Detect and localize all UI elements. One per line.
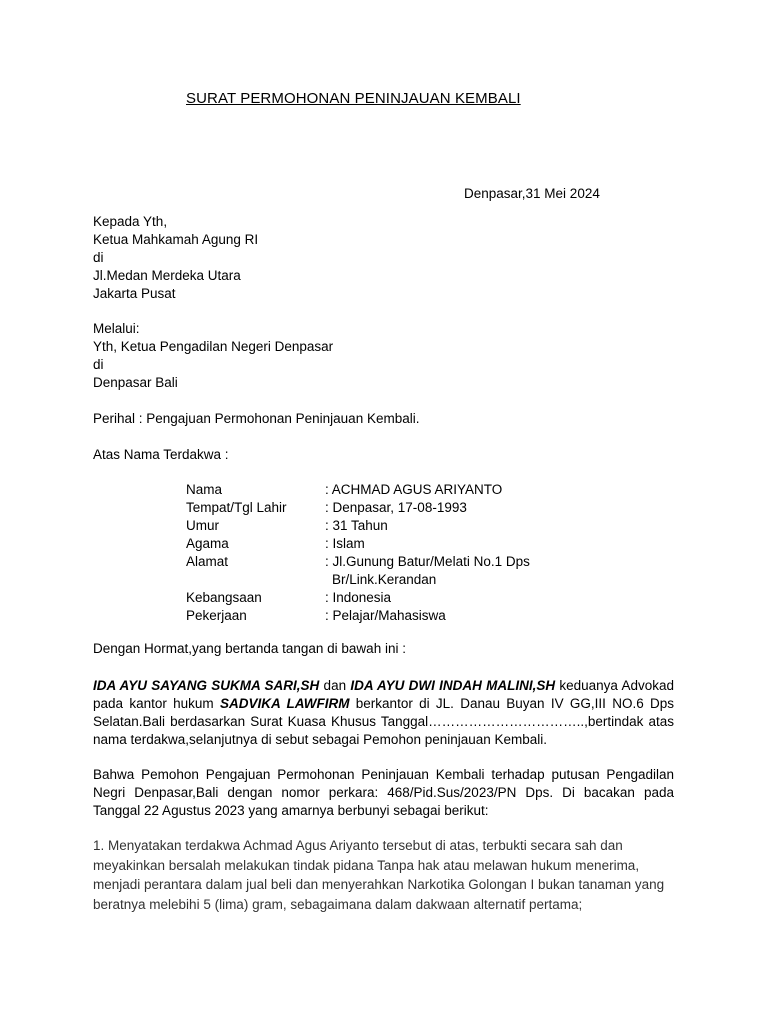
identity-label: Alamat [186,554,229,569]
letter-date: Denpasar,31 Mei 2024 [464,186,600,201]
identity-value: : Indonesia [325,590,392,605]
advocates-text: berkantor di JL. Danau Buyan IV GG,III NO.6 Dps Selatan.Bali berdasarkan Surat Kuasa Khusus Tanggal……………………………..,bertindak atas nama terdakwa,selanjutnya di sebut sebagai Pemohon peninjauan Kembali. [93,696,675,747]
recipient-line: di [93,250,104,265]
via-line: Melalui: [93,321,140,336]
identity-label: Umur [186,518,219,533]
identity-value: : 31 Tahun [325,518,388,533]
basis-paragraph: Bahwa Pemohon Pengajuan Permohonan Peninjauan Kembali terhadap putusan Pengadilan Negri Denpasar,Bali dengan nomor perkara: 468/Pid.Sus/2023/PN Dps. Di bacakan pada Tanggal 22 Agustus 2023 yang amarnya berbunyi sebagai berikut: [93,767,674,818]
identity-row-birth [186,499,530,517]
identity-row-religion [186,535,530,553]
defendant-identity [186,481,530,625]
greeting-line: Dengan Hormat,yang bertanda tangan di bawah ini : [93,641,406,656]
on-behalf-label: Atas Nama Terdakwa : [93,447,229,462]
recipient-line: Jl.Medan Merdeka Utara [93,268,241,283]
law-firm-name: SADVIKA LAWFIRM [219,696,350,711]
recipient-line: Jakarta Pusat [93,286,176,301]
recipient-line: Kepada Yth, [93,214,168,229]
via-address [93,320,333,392]
identity-label: Tempat/Tgl Lahir [186,500,287,515]
verdict-point-1: 1. Menyatakan terdakwa Achmad Agus Ariyanto tersebut di atas, terbukti secara sah dan meyakinkan bersalah melakukan tindak pidana Tanpa hak atau melawan hukum menerima, menjadi perantara dalam jual beli dan menyerahkan Narkotika Golongan I bukan tanaman yang beratnya melebihi 5 (lima) gram, sebagaimana dalam dakwaan alternatif pertama; [93,838,665,912]
identity-label: Pekerjaan [186,608,247,623]
identity-row-nationality [186,589,530,607]
identity-value: : ACHMAD AGUS ARIYANTO [325,482,503,497]
via-line: Denpasar Bali [93,375,178,390]
identity-row-address [186,553,530,571]
advocates-text: keduanya Advokad pada kantor hukum [93,678,674,711]
identity-label: Agama [186,536,229,551]
identity-value: : Denpasar, 17-08-1993 [325,500,467,515]
identity-label: Nama [186,482,223,497]
recipient-address [93,213,258,303]
identity-value: : Islam [325,536,365,551]
identity-value: : Pelajar/Mahasiswa [325,608,446,623]
advocate-name-2: IDA AYU DWI INDAH MALINI,SH [350,678,556,693]
identity-address-continuation: Br/Link.Kerandan [332,572,437,587]
advocate-name-1: IDA AYU SAYANG SUKMA SARI,SH [93,678,320,693]
via-line: Yth, Ketua Pengadilan Negeri Denpasar [93,339,334,354]
identity-row-occupation [186,607,530,625]
letter-title: SURAT PERMOHONAN PENINJAUAN KEMBALI [186,90,521,107]
via-line: di [93,357,104,372]
identity-row-age [186,517,530,535]
recipient-line: Ketua Mahkamah Agung RI [93,232,259,247]
identity-value: : Jl.Gunung Batur/Melati No.1 Dps [325,554,530,569]
advocates-paragraph [93,677,674,749]
identity-row-name [186,481,530,499]
advocates-text: dan [319,678,351,693]
identity-label: Kebangsaan [186,590,262,605]
subject-line: Perihal : Pengajuan Permohonan Peninjauan Kembali. [93,411,420,426]
